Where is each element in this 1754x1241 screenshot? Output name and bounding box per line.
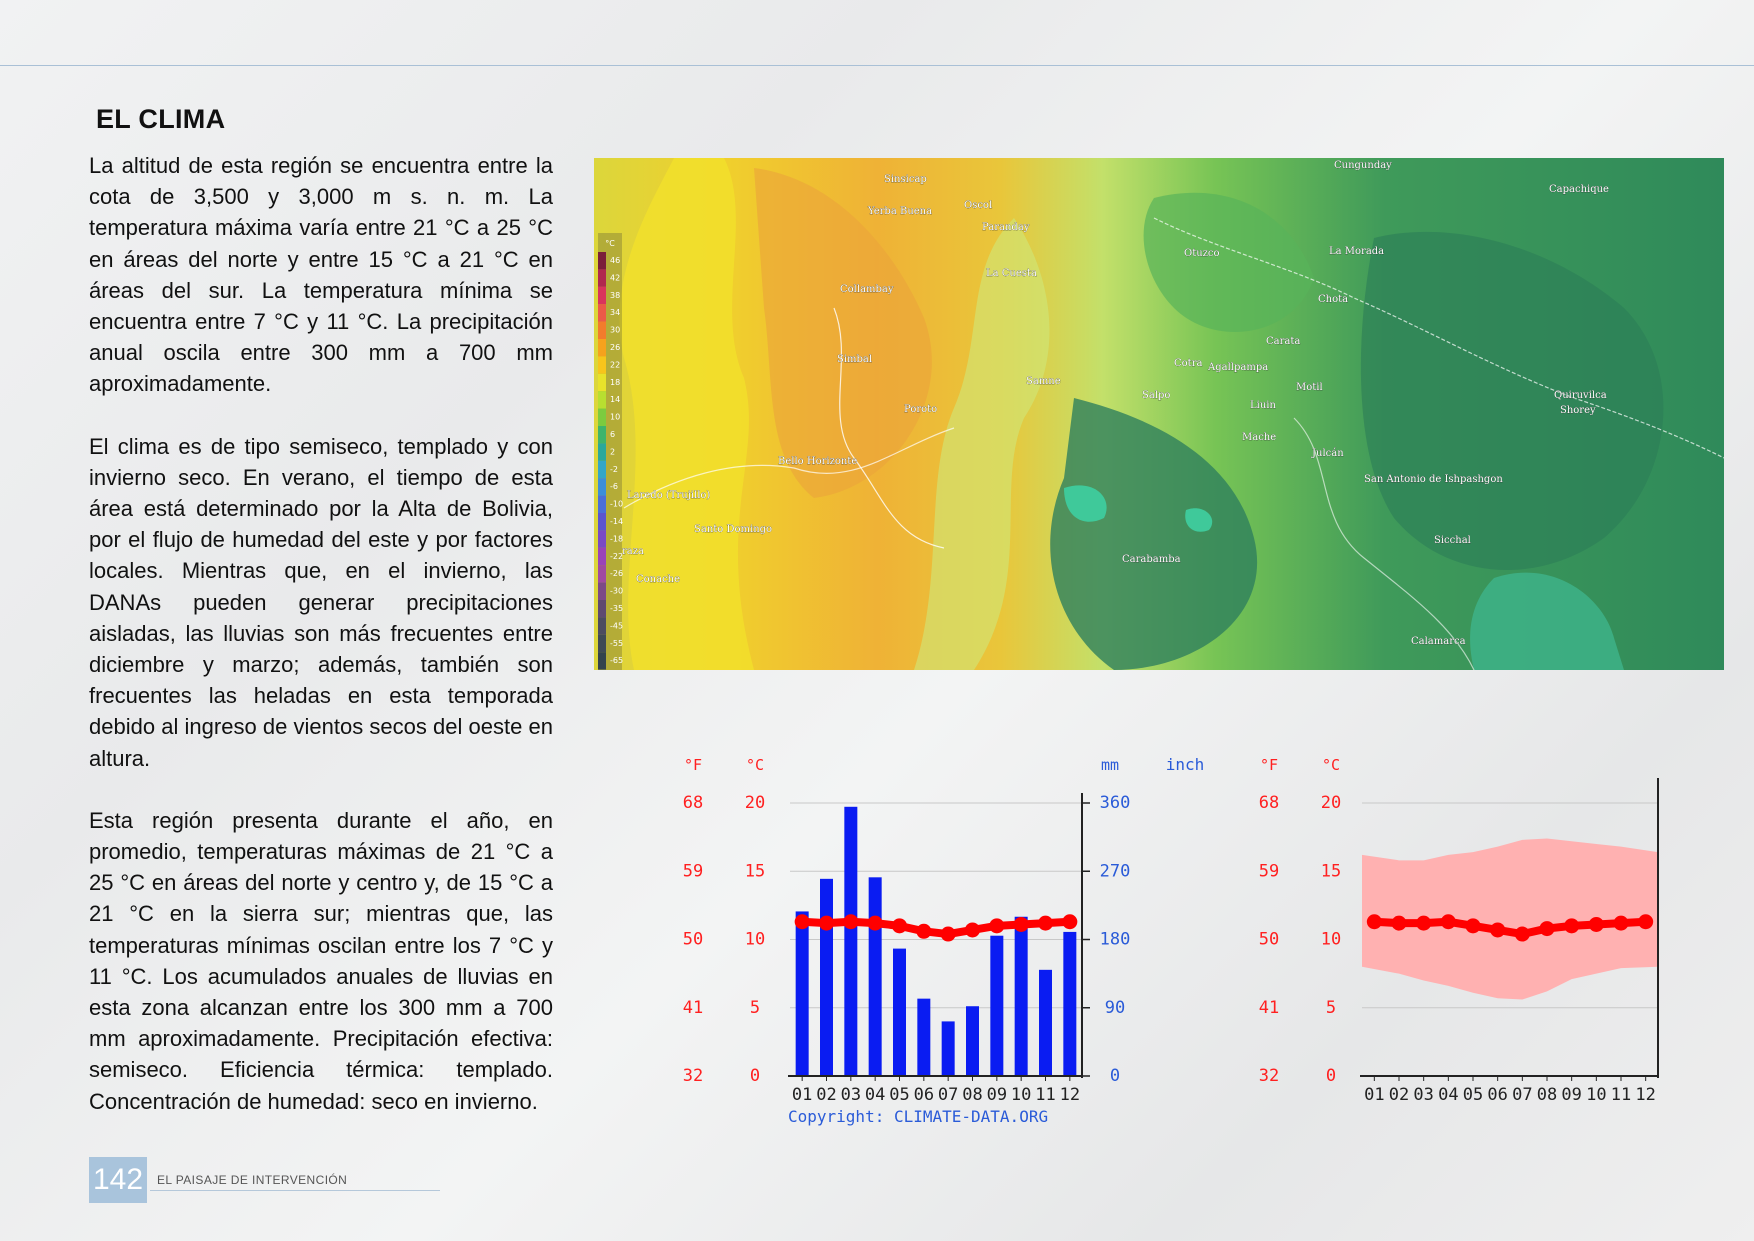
legend-swatch — [598, 617, 606, 634]
tick-label-c: 15 — [1320, 861, 1342, 882]
tick-label-c: 10 — [744, 929, 766, 950]
page-number: 142 — [89, 1157, 147, 1203]
temperature-point — [819, 916, 834, 931]
tick-label-c: 20 — [1320, 793, 1342, 813]
temperature-range-band — [1362, 838, 1658, 999]
map-place-label: Oscol — [964, 200, 993, 211]
tick-label-c: 5 — [1325, 997, 1337, 1018]
paragraph-averages: Esta región presenta durante el año, en promedio, temperaturas máximas de 21 °C a 25 °C en áreas del norte y centro y, de 15 °C a 21 °C en la sierra sur; mientras que, las temperaturas mínimas oscilan entre los 7 °C y 11 °C. Los acumulados anuales de lluvias en esta zona alcanzan entre los 300 mm a 700 mm aproximadamente. Precipitación efectiva: semiseco. Eficiencia térmica: templado. Concentración de humedad: seco en invierno. — [89, 807, 553, 1114]
temperature-line — [802, 922, 1070, 934]
map-place-label: Laredo (Trujillo) — [627, 490, 711, 501]
legend-value: 22 — [610, 360, 621, 370]
legend-value: -22 — [610, 551, 624, 561]
legend-value: 14 — [610, 395, 621, 405]
temperature-point — [1540, 921, 1555, 936]
month-label: 02 — [1388, 1085, 1410, 1105]
legend-swatch — [598, 600, 606, 617]
month-label: 10 — [1010, 1085, 1032, 1105]
axis-unit-c: °C — [745, 756, 765, 774]
legend-swatch — [598, 478, 606, 495]
legend-value: 10 — [610, 412, 621, 422]
month-label: 09 — [1561, 1085, 1582, 1105]
map-place-label: Santo Domingo — [694, 524, 773, 535]
precipitation-bar — [796, 911, 809, 1076]
temperature-point — [965, 922, 980, 937]
map-place-label: Shorey — [1560, 405, 1596, 416]
month-label: 12 — [1059, 1085, 1081, 1105]
map-place-label: La Morada — [1329, 246, 1385, 257]
month-label: 07 — [1512, 1085, 1533, 1105]
map-place-label: Paranday — [982, 222, 1030, 233]
month-label: 06 — [913, 1085, 935, 1105]
tick-label-c: 0 — [1325, 1066, 1337, 1086]
climate-chart-temperature-range — [1230, 748, 1670, 1113]
temperature-point — [941, 927, 956, 942]
map-place-label: Samne — [1026, 376, 1061, 387]
legend-swatch — [598, 513, 606, 530]
legend-value: 2 — [610, 447, 616, 457]
map-place-label: Cotra — [1174, 358, 1203, 369]
precipitation-bar — [893, 949, 906, 1076]
month-label: 03 — [840, 1085, 862, 1105]
legend-value: 6 — [610, 430, 616, 439]
legend-swatch — [598, 287, 606, 304]
precipitation-bar — [942, 1021, 955, 1076]
precipitation-bar — [966, 1006, 979, 1076]
temperature-point — [795, 914, 810, 929]
footer-rule — [150, 1190, 440, 1191]
legend-swatch — [598, 583, 606, 600]
map-place-label: Sinsicap — [884, 174, 927, 185]
legend-swatch — [598, 530, 606, 547]
legend-value: -26 — [610, 569, 624, 579]
tick-label-mm: 270 — [1099, 861, 1131, 882]
temperature-point — [868, 916, 883, 931]
legend-value: -30 — [610, 586, 624, 596]
map-place-label: Yerba Buena — [868, 206, 933, 217]
tick-label-f: 32 — [1258, 1066, 1280, 1086]
legend-swatch — [598, 374, 606, 391]
legend-swatch — [598, 391, 606, 408]
legend-swatch — [598, 635, 606, 652]
body-text — [89, 150, 553, 1148]
map-place-label: Capachique — [1549, 184, 1609, 195]
month-label: 08 — [962, 1085, 983, 1105]
tick-label-mm: 90 — [1104, 997, 1126, 1018]
legend-swatch — [598, 252, 606, 269]
tick-label-c: 10 — [1320, 929, 1342, 950]
legend-swatch — [598, 356, 606, 373]
map-place-label: Motil — [1296, 382, 1323, 393]
map-place-label: Carabamba — [1122, 554, 1181, 565]
tick-label-c: 5 — [749, 997, 761, 1018]
precipitation-bar — [1063, 932, 1076, 1076]
tick-label-mm: 0 — [1109, 1066, 1121, 1086]
map-place-label: Mache — [1242, 432, 1277, 443]
tick-label-mm: 180 — [1099, 929, 1131, 950]
legend-value: -35 — [610, 604, 624, 613]
map-place-label: Salpo — [1142, 390, 1171, 401]
temperature-point — [892, 918, 907, 933]
map-place-label: Carata — [1266, 336, 1301, 347]
legend-swatch — [598, 548, 606, 565]
temperature-point — [1038, 916, 1053, 931]
precipitation-bar — [820, 879, 833, 1076]
legend-value: 34 — [610, 308, 621, 318]
map-place-label: Sicchal — [1434, 535, 1471, 546]
legend-swatch — [598, 443, 606, 460]
month-label: 11 — [1610, 1085, 1632, 1105]
legend-value: 38 — [610, 290, 621, 300]
map-place-label: Chota — [1318, 294, 1349, 305]
month-label: 01 — [791, 1085, 813, 1105]
legend-swatch — [598, 461, 606, 478]
legend-swatch — [598, 322, 606, 339]
tick-label-f: 59 — [1258, 861, 1280, 882]
legend-swatch — [598, 339, 606, 356]
map-place-label: Julcán — [1312, 448, 1344, 459]
axis-unit-mm: mm — [1100, 756, 1120, 774]
map-place-label: Bello Horizonte — [778, 456, 858, 467]
axis-unit-inch: inch — [1165, 755, 1205, 774]
temperature-point — [1638, 914, 1653, 929]
temperature-point — [1367, 914, 1382, 929]
legend-value: -18 — [610, 534, 624, 544]
tick-label-c: 0 — [749, 1066, 761, 1086]
month-label: 04 — [864, 1085, 886, 1105]
temperature-map — [594, 158, 1724, 670]
precipitation-bar — [1015, 917, 1028, 1076]
legend-value: -2 — [610, 464, 618, 474]
precipitation-bar — [1039, 970, 1052, 1076]
precipitation-bar — [869, 877, 882, 1076]
month-label: 10 — [1586, 1085, 1607, 1105]
axis-unit-f: °F — [1259, 756, 1279, 774]
legend-value: -10 — [610, 499, 624, 509]
top-rule — [0, 65, 1754, 66]
month-label: 09 — [986, 1085, 1008, 1105]
temperature-point — [1062, 914, 1077, 929]
page-title: EL CLIMA — [96, 104, 226, 134]
temperature-point — [1589, 917, 1604, 932]
map-place-label: Liuin — [1250, 400, 1276, 411]
map-place-label: Agallpampa — [1208, 362, 1269, 373]
map-place-label: Collambay — [840, 284, 894, 295]
chart-copyright: Copyright: CLIMATE-DATA.ORG — [788, 1107, 1049, 1126]
tick-label-mm: 360 — [1099, 793, 1131, 813]
paragraph-climate-type: El clima es de tipo semiseco, templado y con invierno seco. En verano, el tiempo de esta área está determinado por la Alta de Bolivia, por el flujo de humedad del este y por factores locales. Mientras que, en el invierno, las DANAs pueden generar precipitaciones aisladas, las lluvias son más frecuentes entre diciembre y marzo; además, también son frecuentes las heladas en esta temporada debido al ingreso de vientos secos del oeste en altura. — [89, 433, 553, 771]
month-label: 04 — [1438, 1085, 1459, 1105]
temperature-point — [1392, 916, 1407, 931]
legend-value: -65 — [610, 656, 624, 666]
legend-value: -14 — [610, 517, 624, 526]
month-label: 11 — [1035, 1085, 1056, 1105]
legend-swatch — [598, 496, 606, 513]
tick-label-f: 41 — [682, 997, 704, 1018]
temperature-point — [1466, 918, 1481, 933]
section-label: EL PAISAJE DE INTERVENCIÓN — [157, 1173, 348, 1187]
legend-unit: °C — [605, 239, 615, 248]
legend-value: 18 — [610, 377, 621, 387]
map-place-label: San Antonio de Ishpashgon — [1364, 474, 1503, 485]
temperature-point — [1416, 916, 1431, 931]
axis-unit-c: °C — [1321, 756, 1341, 774]
month-label: 12 — [1635, 1085, 1656, 1105]
temperature-point — [1614, 916, 1629, 931]
temperature-point — [989, 918, 1004, 933]
precipitation-bar — [844, 807, 857, 1076]
legend-value: 42 — [610, 273, 621, 283]
tick-label-f: 41 — [1258, 997, 1280, 1018]
map-place-label: La Cuesta — [986, 268, 1037, 279]
map-place-label: Poroto — [904, 404, 938, 415]
month-label: 05 — [1462, 1085, 1484, 1105]
legend-swatch — [598, 409, 606, 426]
legend-swatch — [598, 565, 606, 582]
map-place-label: Conache — [636, 574, 681, 585]
tick-label-f: 59 — [682, 861, 704, 882]
tick-label-f: 50 — [682, 929, 704, 950]
month-label: 07 — [937, 1085, 959, 1105]
legend-swatch — [598, 652, 606, 669]
axis-unit-f: °F — [683, 756, 703, 774]
month-label: 03 — [1413, 1085, 1434, 1105]
legend-value: 26 — [610, 343, 621, 352]
legend-value: -45 — [610, 621, 624, 631]
legend-swatch — [598, 269, 606, 286]
tick-label-f: 68 — [1258, 793, 1280, 813]
map-place-label: Calamarca — [1411, 636, 1466, 647]
tick-label-c: 20 — [744, 793, 766, 813]
month-label: 02 — [816, 1085, 837, 1105]
tick-label-f: 32 — [682, 1066, 704, 1086]
temperature-point — [1490, 922, 1505, 937]
legend-swatch — [598, 426, 606, 443]
map-place-label: raza — [622, 546, 644, 557]
tick-label-f: 50 — [1258, 929, 1280, 950]
legend-value: 46 — [610, 256, 621, 265]
month-label: 08 — [1536, 1085, 1558, 1105]
climate-chart-precipitation — [660, 748, 1205, 1133]
precipitation-bar — [917, 999, 930, 1076]
legend-value: -55 — [610, 638, 624, 648]
legend-value: -6 — [610, 482, 618, 492]
tick-label-c: 15 — [744, 861, 766, 882]
temperature-point — [1014, 917, 1029, 932]
temperature-point — [843, 914, 858, 929]
map-place-label: Otuzco — [1184, 248, 1220, 259]
map-place-label: Quiruvilca — [1554, 390, 1607, 401]
temperature-point — [1515, 927, 1530, 942]
month-label: 01 — [1364, 1085, 1385, 1105]
paragraph-altitude: La altitud de esta región se encuentra entre la cota de 3,500 y 3,000 m s. n. m. La temperatura máxima varía entre 21 °C a 25 °C en áreas del norte y entre 15 °C a 21 °C en áreas del sur. La temperatura mínima se encuentra entre 7 °C y 11 °C. La precipitación anual oscila entre 300 mm a 700 mm aproximadamente. — [89, 153, 553, 397]
legend-value: 30 — [610, 325, 621, 335]
tick-label-f: 68 — [682, 793, 704, 813]
month-label: 05 — [889, 1085, 910, 1105]
precipitation-bar — [990, 936, 1003, 1076]
temperature-point — [1441, 914, 1456, 929]
temperature-point — [916, 924, 931, 939]
month-label: 06 — [1487, 1085, 1508, 1105]
map-place-label: Simbal — [837, 354, 873, 365]
temperature-point — [1564, 918, 1579, 933]
legend-swatch — [598, 304, 606, 321]
map-place-label: Cungunday — [1334, 160, 1392, 171]
